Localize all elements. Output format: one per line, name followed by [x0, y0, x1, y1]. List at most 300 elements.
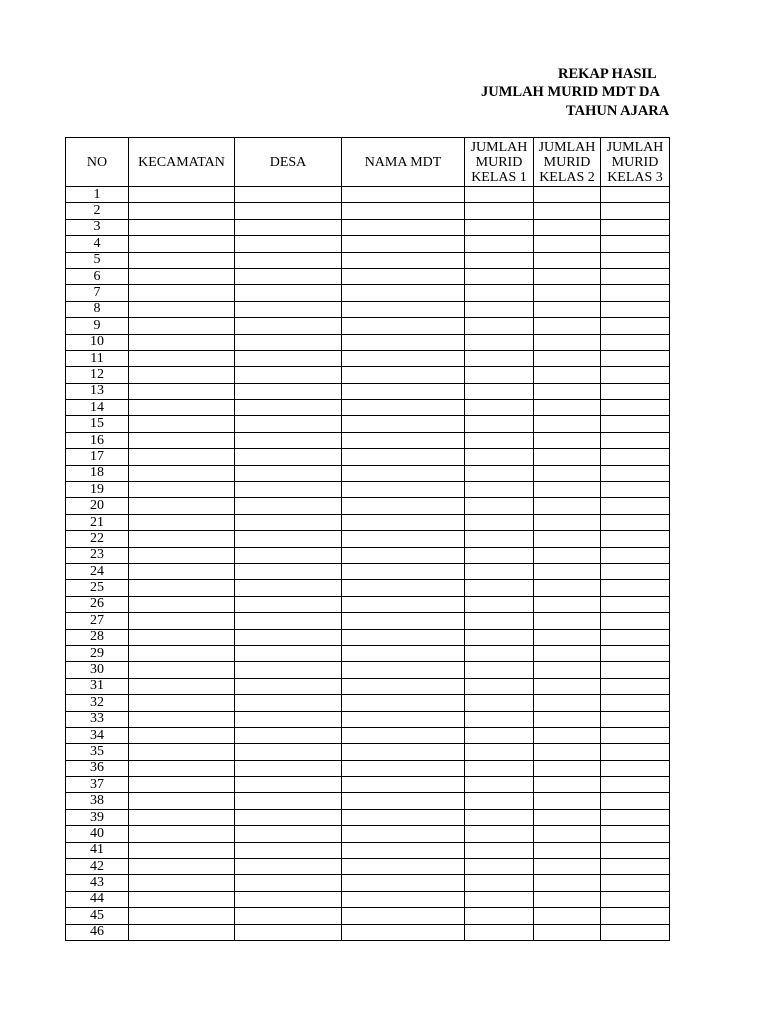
cell-no[interactable]: 9: [66, 318, 129, 334]
cell-kelas-2[interactable]: [534, 203, 601, 219]
cell-kelas-2[interactable]: [534, 334, 601, 350]
cell-nama-mdt[interactable]: [342, 727, 465, 743]
cell-desa[interactable]: [235, 449, 342, 465]
cell-kelas-3[interactable]: [601, 563, 670, 579]
cell-kelas-1[interactable]: [465, 826, 534, 842]
cell-no[interactable]: 31: [66, 678, 129, 694]
cell-kecamatan[interactable]: [129, 531, 235, 547]
cell-kecamatan[interactable]: [129, 908, 235, 924]
cell-no[interactable]: 11: [66, 350, 129, 366]
cell-nama-mdt[interactable]: [342, 449, 465, 465]
cell-kecamatan[interactable]: [129, 350, 235, 366]
cell-nama-mdt[interactable]: [342, 596, 465, 612]
cell-kelas-3[interactable]: [601, 531, 670, 547]
cell-nama-mdt[interactable]: [342, 236, 465, 252]
cell-kelas-2[interactable]: [534, 826, 601, 842]
cell-kelas-1[interactable]: [465, 662, 534, 678]
cell-kelas-1[interactable]: [465, 219, 534, 235]
cell-desa[interactable]: [235, 563, 342, 579]
cell-kelas-3[interactable]: [601, 793, 670, 809]
cell-kelas-1[interactable]: [465, 432, 534, 448]
cell-kelas-1[interactable]: [465, 465, 534, 481]
cell-desa[interactable]: [235, 252, 342, 268]
cell-kelas-1[interactable]: [465, 531, 534, 547]
cell-kelas-3[interactable]: [601, 629, 670, 645]
cell-kelas-1[interactable]: [465, 711, 534, 727]
cell-kelas-3[interactable]: [601, 432, 670, 448]
cell-nama-mdt[interactable]: [342, 711, 465, 727]
cell-kelas-2[interactable]: [534, 219, 601, 235]
cell-kelas-1[interactable]: [465, 842, 534, 858]
cell-kelas-2[interactable]: [534, 727, 601, 743]
cell-kelas-2[interactable]: [534, 924, 601, 940]
cell-no[interactable]: 38: [66, 793, 129, 809]
cell-kecamatan[interactable]: [129, 367, 235, 383]
cell-desa[interactable]: [235, 334, 342, 350]
cell-desa[interactable]: [235, 432, 342, 448]
cell-kelas-1[interactable]: [465, 563, 534, 579]
cell-desa[interactable]: [235, 416, 342, 432]
cell-kecamatan[interactable]: [129, 318, 235, 334]
cell-desa[interactable]: [235, 924, 342, 940]
cell-kelas-1[interactable]: [465, 236, 534, 252]
cell-kelas-2[interactable]: [534, 301, 601, 317]
cell-no[interactable]: 30: [66, 662, 129, 678]
cell-kelas-2[interactable]: [534, 842, 601, 858]
cell-desa[interactable]: [235, 859, 342, 875]
cell-kelas-1[interactable]: [465, 908, 534, 924]
cell-kelas-1[interactable]: [465, 187, 534, 203]
cell-kelas-2[interactable]: [534, 400, 601, 416]
cell-no[interactable]: 29: [66, 645, 129, 661]
cell-no[interactable]: 8: [66, 301, 129, 317]
cell-kelas-3[interactable]: [601, 744, 670, 760]
cell-no[interactable]: 42: [66, 859, 129, 875]
cell-nama-mdt[interactable]: [342, 760, 465, 776]
cell-no[interactable]: 18: [66, 465, 129, 481]
cell-kelas-2[interactable]: [534, 580, 601, 596]
cell-kecamatan[interactable]: [129, 383, 235, 399]
cell-kelas-3[interactable]: [601, 449, 670, 465]
cell-kelas-3[interactable]: [601, 547, 670, 563]
cell-no[interactable]: 36: [66, 760, 129, 776]
cell-kecamatan[interactable]: [129, 236, 235, 252]
cell-nama-mdt[interactable]: [342, 777, 465, 793]
cell-no[interactable]: 2: [66, 203, 129, 219]
cell-nama-mdt[interactable]: [342, 842, 465, 858]
cell-kelas-3[interactable]: [601, 383, 670, 399]
cell-no[interactable]: 41: [66, 842, 129, 858]
cell-kecamatan[interactable]: [129, 465, 235, 481]
cell-no[interactable]: 20: [66, 498, 129, 514]
cell-nama-mdt[interactable]: [342, 613, 465, 629]
cell-kelas-1[interactable]: [465, 629, 534, 645]
cell-desa[interactable]: [235, 285, 342, 301]
cell-kecamatan[interactable]: [129, 432, 235, 448]
cell-nama-mdt[interactable]: [342, 350, 465, 366]
cell-kelas-2[interactable]: [534, 596, 601, 612]
cell-kelas-1[interactable]: [465, 891, 534, 907]
header-desa[interactable]: DESA: [235, 138, 342, 187]
cell-kelas-3[interactable]: [601, 350, 670, 366]
cell-kecamatan[interactable]: [129, 777, 235, 793]
header-jumlah-murid-kelas-2[interactable]: [534, 138, 601, 187]
cell-nama-mdt[interactable]: [342, 629, 465, 645]
cell-nama-mdt[interactable]: [342, 301, 465, 317]
cell-no[interactable]: 22: [66, 531, 129, 547]
cell-nama-mdt[interactable]: [342, 334, 465, 350]
cell-nama-mdt[interactable]: [342, 547, 465, 563]
cell-kelas-3[interactable]: [601, 236, 670, 252]
cell-kelas-2[interactable]: [534, 875, 601, 891]
cell-nama-mdt[interactable]: [342, 563, 465, 579]
cell-nama-mdt[interactable]: [342, 875, 465, 891]
cell-kelas-2[interactable]: [534, 236, 601, 252]
cell-kelas-3[interactable]: [601, 924, 670, 940]
cell-kelas-2[interactable]: [534, 645, 601, 661]
cell-kecamatan[interactable]: [129, 482, 235, 498]
cell-kelas-2[interactable]: [534, 465, 601, 481]
cell-kecamatan[interactable]: [129, 760, 235, 776]
cell-kecamatan[interactable]: [129, 629, 235, 645]
cell-no[interactable]: 21: [66, 514, 129, 530]
cell-no[interactable]: 25: [66, 580, 129, 596]
cell-kelas-3[interactable]: [601, 252, 670, 268]
cell-desa[interactable]: [235, 580, 342, 596]
cell-kelas-3[interactable]: [601, 187, 670, 203]
cell-kelas-3[interactable]: [601, 826, 670, 842]
cell-kelas-2[interactable]: [534, 744, 601, 760]
cell-no[interactable]: 24: [66, 563, 129, 579]
cell-desa[interactable]: [235, 777, 342, 793]
cell-no[interactable]: 27: [66, 613, 129, 629]
cell-desa[interactable]: [235, 809, 342, 825]
cell-kecamatan[interactable]: [129, 645, 235, 661]
cell-kelas-3[interactable]: [601, 580, 670, 596]
cell-no[interactable]: 32: [66, 695, 129, 711]
cell-no[interactable]: 34: [66, 727, 129, 743]
cell-nama-mdt[interactable]: [342, 678, 465, 694]
cell-no[interactable]: 40: [66, 826, 129, 842]
cell-nama-mdt[interactable]: [342, 826, 465, 842]
cell-nama-mdt[interactable]: [342, 859, 465, 875]
cell-nama-mdt[interactable]: [342, 662, 465, 678]
cell-no[interactable]: 3: [66, 219, 129, 235]
cell-nama-mdt[interactable]: [342, 285, 465, 301]
cell-nama-mdt[interactable]: [342, 514, 465, 530]
header-no[interactable]: NO: [66, 138, 129, 187]
cell-kecamatan[interactable]: [129, 334, 235, 350]
cell-kelas-2[interactable]: [534, 613, 601, 629]
cell-kelas-1[interactable]: [465, 695, 534, 711]
cell-desa[interactable]: [235, 498, 342, 514]
cell-kelas-3[interactable]: [601, 285, 670, 301]
cell-desa[interactable]: [235, 695, 342, 711]
cell-kelas-2[interactable]: [534, 629, 601, 645]
cell-kecamatan[interactable]: [129, 809, 235, 825]
cell-kelas-2[interactable]: [534, 662, 601, 678]
cell-desa[interactable]: [235, 482, 342, 498]
cell-kecamatan[interactable]: [129, 859, 235, 875]
cell-desa[interactable]: [235, 236, 342, 252]
cell-kelas-2[interactable]: [534, 695, 601, 711]
cell-kelas-1[interactable]: [465, 268, 534, 284]
cell-kelas-2[interactable]: [534, 498, 601, 514]
cell-no[interactable]: 33: [66, 711, 129, 727]
cell-desa[interactable]: [235, 891, 342, 907]
cell-no[interactable]: 1: [66, 187, 129, 203]
cell-desa[interactable]: [235, 514, 342, 530]
cell-desa[interactable]: [235, 711, 342, 727]
cell-nama-mdt[interactable]: [342, 268, 465, 284]
cell-desa[interactable]: [235, 465, 342, 481]
cell-no[interactable]: 35: [66, 744, 129, 760]
cell-kecamatan[interactable]: [129, 203, 235, 219]
cell-no[interactable]: 19: [66, 482, 129, 498]
cell-kecamatan[interactable]: [129, 219, 235, 235]
cell-kecamatan[interactable]: [129, 580, 235, 596]
cell-no[interactable]: 37: [66, 777, 129, 793]
cell-desa[interactable]: [235, 613, 342, 629]
cell-kelas-3[interactable]: [601, 596, 670, 612]
cell-kelas-1[interactable]: [465, 350, 534, 366]
header-nama-mdt[interactable]: NAMA MDT: [342, 138, 465, 187]
cell-desa[interactable]: [235, 531, 342, 547]
header-kecamatan[interactable]: KECAMATAN: [129, 138, 235, 187]
header-jumlah-murid-kelas-3[interactable]: [601, 138, 670, 187]
cell-nama-mdt[interactable]: [342, 744, 465, 760]
cell-kelas-3[interactable]: [601, 875, 670, 891]
cell-desa[interactable]: [235, 744, 342, 760]
cell-kelas-2[interactable]: [534, 908, 601, 924]
cell-no[interactable]: 16: [66, 432, 129, 448]
cell-kelas-2[interactable]: [534, 711, 601, 727]
cell-no[interactable]: 43: [66, 875, 129, 891]
cell-kelas-2[interactable]: [534, 563, 601, 579]
cell-kelas-1[interactable]: [465, 301, 534, 317]
cell-no[interactable]: 6: [66, 268, 129, 284]
cell-nama-mdt[interactable]: [342, 187, 465, 203]
cell-kecamatan[interactable]: [129, 678, 235, 694]
header-jumlah-murid-kelas-1[interactable]: [465, 138, 534, 187]
cell-kelas-1[interactable]: [465, 514, 534, 530]
cell-kelas-1[interactable]: [465, 875, 534, 891]
cell-kelas-2[interactable]: [534, 350, 601, 366]
cell-kelas-2[interactable]: [534, 432, 601, 448]
cell-kelas-2[interactable]: [534, 891, 601, 907]
cell-nama-mdt[interactable]: [342, 367, 465, 383]
cell-kelas-1[interactable]: [465, 859, 534, 875]
cell-kelas-3[interactable]: [601, 711, 670, 727]
cell-kelas-3[interactable]: [601, 301, 670, 317]
cell-nama-mdt[interactable]: [342, 580, 465, 596]
cell-kecamatan[interactable]: [129, 924, 235, 940]
cell-kelas-1[interactable]: [465, 645, 534, 661]
cell-kelas-2[interactable]: [534, 187, 601, 203]
cell-nama-mdt[interactable]: [342, 465, 465, 481]
cell-no[interactable]: 12: [66, 367, 129, 383]
cell-kelas-2[interactable]: [534, 482, 601, 498]
cell-kecamatan[interactable]: [129, 547, 235, 563]
cell-desa[interactable]: [235, 908, 342, 924]
cell-desa[interactable]: [235, 301, 342, 317]
cell-kelas-3[interactable]: [601, 760, 670, 776]
cell-kelas-3[interactable]: [601, 219, 670, 235]
cell-desa[interactable]: [235, 400, 342, 416]
cell-nama-mdt[interactable]: [342, 432, 465, 448]
cell-no[interactable]: 14: [66, 400, 129, 416]
cell-no[interactable]: 44: [66, 891, 129, 907]
cell-kelas-3[interactable]: [601, 859, 670, 875]
cell-kelas-1[interactable]: [465, 416, 534, 432]
cell-desa[interactable]: [235, 547, 342, 563]
cell-kelas-2[interactable]: [534, 285, 601, 301]
cell-nama-mdt[interactable]: [342, 891, 465, 907]
cell-kelas-3[interactable]: [601, 514, 670, 530]
cell-kecamatan[interactable]: [129, 727, 235, 743]
cell-desa[interactable]: [235, 596, 342, 612]
cell-nama-mdt[interactable]: [342, 809, 465, 825]
cell-kelas-2[interactable]: [534, 514, 601, 530]
cell-kelas-3[interactable]: [601, 908, 670, 924]
cell-kelas-1[interactable]: [465, 203, 534, 219]
cell-kelas-2[interactable]: [534, 809, 601, 825]
cell-nama-mdt[interactable]: [342, 531, 465, 547]
cell-kecamatan[interactable]: [129, 400, 235, 416]
cell-nama-mdt[interactable]: [342, 924, 465, 940]
cell-nama-mdt[interactable]: [342, 383, 465, 399]
cell-desa[interactable]: [235, 793, 342, 809]
cell-desa[interactable]: [235, 826, 342, 842]
cell-nama-mdt[interactable]: [342, 908, 465, 924]
cell-no[interactable]: 46: [66, 924, 129, 940]
cell-nama-mdt[interactable]: [342, 793, 465, 809]
cell-kelas-3[interactable]: [601, 318, 670, 334]
cell-desa[interactable]: [235, 875, 342, 891]
cell-kelas-1[interactable]: [465, 482, 534, 498]
cell-kelas-3[interactable]: [601, 727, 670, 743]
cell-kelas-1[interactable]: [465, 580, 534, 596]
cell-no[interactable]: 28: [66, 629, 129, 645]
cell-kelas-3[interactable]: [601, 268, 670, 284]
cell-kelas-3[interactable]: [601, 891, 670, 907]
cell-desa[interactable]: [235, 367, 342, 383]
cell-kelas-3[interactable]: [601, 645, 670, 661]
cell-kelas-3[interactable]: [601, 842, 670, 858]
cell-nama-mdt[interactable]: [342, 498, 465, 514]
cell-kelas-2[interactable]: [534, 859, 601, 875]
cell-no[interactable]: 17: [66, 449, 129, 465]
cell-nama-mdt[interactable]: [342, 645, 465, 661]
cell-kelas-1[interactable]: [465, 777, 534, 793]
cell-kelas-2[interactable]: [534, 793, 601, 809]
cell-desa[interactable]: [235, 629, 342, 645]
cell-kelas-2[interactable]: [534, 547, 601, 563]
cell-kecamatan[interactable]: [129, 744, 235, 760]
cell-kelas-2[interactable]: [534, 777, 601, 793]
cell-no[interactable]: 26: [66, 596, 129, 612]
cell-kecamatan[interactable]: [129, 826, 235, 842]
cell-kelas-1[interactable]: [465, 318, 534, 334]
cell-kelas-1[interactable]: [465, 744, 534, 760]
cell-kecamatan[interactable]: [129, 695, 235, 711]
cell-kelas-3[interactable]: [601, 695, 670, 711]
cell-desa[interactable]: [235, 219, 342, 235]
cell-kelas-2[interactable]: [534, 252, 601, 268]
cell-no[interactable]: 5: [66, 252, 129, 268]
cell-desa[interactable]: [235, 318, 342, 334]
cell-kelas-2[interactable]: [534, 383, 601, 399]
cell-nama-mdt[interactable]: [342, 203, 465, 219]
cell-kelas-2[interactable]: [534, 678, 601, 694]
cell-kelas-1[interactable]: [465, 678, 534, 694]
cell-no[interactable]: 45: [66, 908, 129, 924]
cell-kelas-2[interactable]: [534, 367, 601, 383]
cell-no[interactable]: 4: [66, 236, 129, 252]
cell-kelas-3[interactable]: [601, 416, 670, 432]
cell-kelas-3[interactable]: [601, 465, 670, 481]
cell-kelas-1[interactable]: [465, 793, 534, 809]
cell-kelas-1[interactable]: [465, 449, 534, 465]
cell-kelas-3[interactable]: [601, 498, 670, 514]
cell-desa[interactable]: [235, 203, 342, 219]
cell-desa[interactable]: [235, 350, 342, 366]
cell-kelas-1[interactable]: [465, 760, 534, 776]
cell-kecamatan[interactable]: [129, 662, 235, 678]
cell-kecamatan[interactable]: [129, 449, 235, 465]
cell-kelas-3[interactable]: [601, 367, 670, 383]
cell-desa[interactable]: [235, 727, 342, 743]
cell-desa[interactable]: [235, 268, 342, 284]
cell-kelas-3[interactable]: [601, 400, 670, 416]
cell-kelas-1[interactable]: [465, 334, 534, 350]
cell-kelas-2[interactable]: [534, 416, 601, 432]
cell-kelas-2[interactable]: [534, 531, 601, 547]
cell-no[interactable]: 13: [66, 383, 129, 399]
cell-kecamatan[interactable]: [129, 285, 235, 301]
cell-kecamatan[interactable]: [129, 301, 235, 317]
cell-desa[interactable]: [235, 662, 342, 678]
cell-kecamatan[interactable]: [129, 711, 235, 727]
cell-kelas-1[interactable]: [465, 285, 534, 301]
cell-nama-mdt[interactable]: [342, 695, 465, 711]
cell-kecamatan[interactable]: [129, 842, 235, 858]
cell-kecamatan[interactable]: [129, 875, 235, 891]
cell-desa[interactable]: [235, 760, 342, 776]
cell-kelas-1[interactable]: [465, 400, 534, 416]
cell-no[interactable]: 10: [66, 334, 129, 350]
cell-kelas-3[interactable]: [601, 334, 670, 350]
cell-desa[interactable]: [235, 645, 342, 661]
cell-no[interactable]: 39: [66, 809, 129, 825]
cell-kelas-1[interactable]: [465, 613, 534, 629]
cell-nama-mdt[interactable]: [342, 482, 465, 498]
cell-kecamatan[interactable]: [129, 891, 235, 907]
cell-kelas-2[interactable]: [534, 760, 601, 776]
cell-kelas-1[interactable]: [465, 367, 534, 383]
cell-kecamatan[interactable]: [129, 252, 235, 268]
cell-desa[interactable]: [235, 383, 342, 399]
cell-kelas-1[interactable]: [465, 809, 534, 825]
cell-nama-mdt[interactable]: [342, 219, 465, 235]
cell-kelas-3[interactable]: [601, 482, 670, 498]
cell-kecamatan[interactable]: [129, 596, 235, 612]
cell-kelas-1[interactable]: [465, 252, 534, 268]
cell-nama-mdt[interactable]: [342, 252, 465, 268]
cell-kecamatan[interactable]: [129, 187, 235, 203]
cell-kelas-3[interactable]: [601, 777, 670, 793]
cell-kelas-2[interactable]: [534, 268, 601, 284]
